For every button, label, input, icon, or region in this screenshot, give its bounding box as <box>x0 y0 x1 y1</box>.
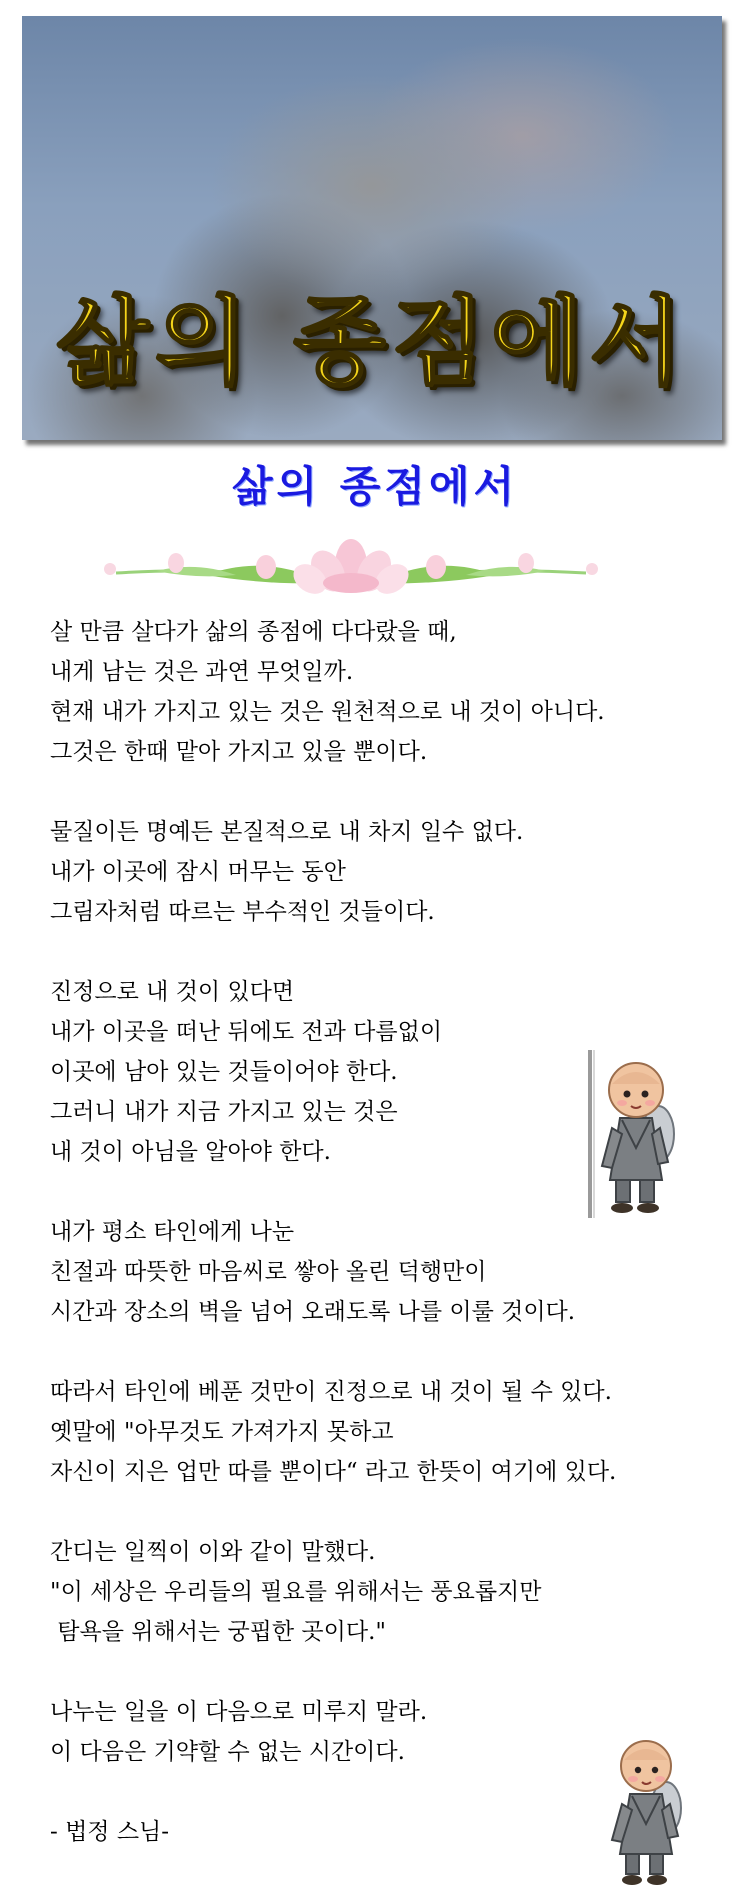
poem-line: 진정으로 내 것이 있다면 <box>50 979 295 1005</box>
poem-line: 따라서 타인에 베푼 것만이 진정으로 내 것이 될 수 있다. <box>50 1379 612 1405</box>
page-title: 삶의 종점에서 <box>231 462 519 511</box>
banner-title: 삶의 종점에서 <box>56 285 688 398</box>
poem-line: 현재 내가 가지고 있는 것은 원천적으로 내 것이 아니다. <box>50 699 605 725</box>
poem-line: 살 만큼 살다가 삶의 종점에 다다랐을 때, <box>50 619 457 645</box>
poem-line: 옛말에 "아무것도 가져가지 못하고 <box>50 1419 394 1445</box>
poem-line: 내가 평소 타인에게 나눈 <box>50 1219 295 1245</box>
poem-line: 친절과 따뜻한 마음씨로 쌓아 올린 덕행만이 <box>50 1259 487 1285</box>
lotus-flower-divider-icon <box>96 535 606 601</box>
poem-line: 내가 이곳에 잠시 머무는 동안 <box>50 859 346 885</box>
poem-line: 그림자처럼 따르는 부수적인 것들이다. <box>50 899 435 925</box>
poem-line: 시간과 장소의 벽을 넘어 오래도록 나를 이룰 것이다. <box>50 1299 576 1325</box>
poem-line: 내 것이 아님을 알아야 한다. <box>50 1139 331 1165</box>
poem-line: 이 다음은 기약할 수 없는 시간이다. <box>50 1739 405 1765</box>
monk-illustration-icon <box>600 1730 690 1888</box>
poem-line: 그것은 한때 맡아 가지고 있을 뿐이다. <box>50 739 428 765</box>
poem-line: 자신이 지은 업만 따를 뿐이다“ 라고 한뜻이 여기에 있다. <box>50 1459 617 1485</box>
poem-line: 간디는 일찍이 이와 같이 말했다. <box>50 1539 376 1565</box>
poem-line: 탐욕을 위해서는 궁핍한 곳이다." <box>50 1619 386 1645</box>
monk-illustration-icon <box>582 1048 682 1218</box>
header-banner <box>22 16 722 440</box>
poem-line: 내게 남는 것은 과연 무엇일까. <box>50 659 354 685</box>
poem-line: 내가 이곳을 떠난 뒤에도 전과 다름없이 <box>50 1019 443 1045</box>
poem-line: "이 세상은 우리들의 필요를 위해서는 풍요롭지만 <box>50 1579 542 1605</box>
signature: - 법정 스님- <box>50 1819 170 1845</box>
poem-line: 나누는 일을 이 다음으로 미루지 말라. <box>50 1699 428 1725</box>
poem-line: 물질이든 명예든 본질적으로 내 차지 일수 없다. <box>50 819 524 845</box>
poem-text <box>50 612 730 1852</box>
poem-line: 그러니 내가 지금 가지고 있는 것은 <box>50 1099 398 1125</box>
poem-line: 이곳에 남아 있는 것들이어야 한다. <box>50 1059 398 1085</box>
